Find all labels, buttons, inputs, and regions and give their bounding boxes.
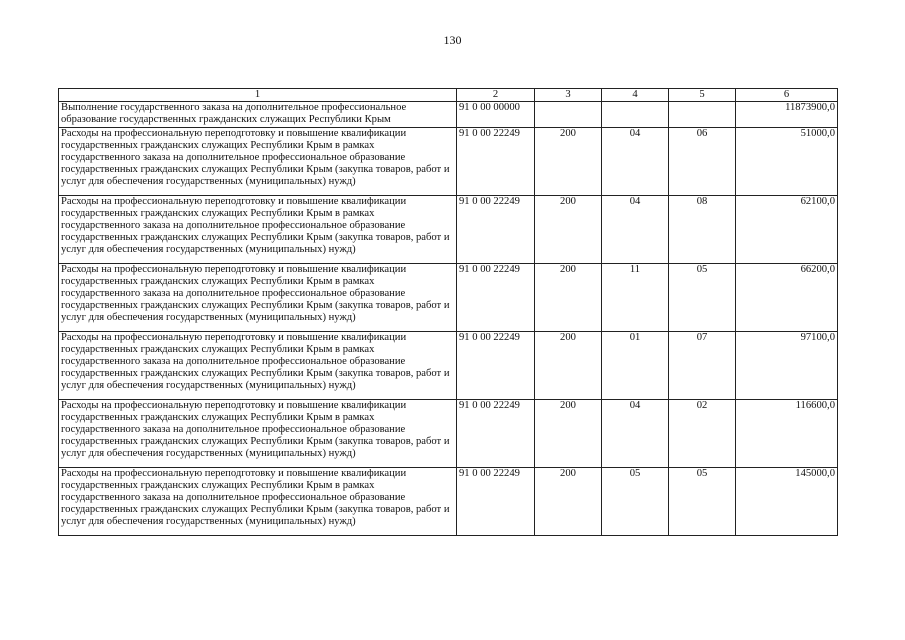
column-header: 5	[669, 89, 736, 102]
row-name: Расходы на профессиональную переподготовку и повышение квалификации государственных гражданских служащих Республики Крым в рамках государственного заказа на дополнительное профессиональное образование государственных гражданских служащих Республики Крым (закупка товаров, работ и услуг для обеспечения государственных (муниципальных) нужд)	[59, 127, 457, 195]
row-vr: 200	[535, 195, 602, 263]
row-rz	[602, 102, 669, 127]
row-rz: 01	[602, 331, 669, 399]
table-row	[59, 331, 838, 399]
row-sum: 97100,0	[736, 331, 838, 399]
row-sum: 116600,0	[736, 399, 838, 467]
row-code: 91 0 00 00000	[457, 102, 535, 127]
table-row	[59, 127, 838, 195]
row-code: 91 0 00 22249	[457, 195, 535, 263]
page-number: 130	[443, 33, 462, 47]
column-header: 2	[457, 89, 535, 102]
row-pr: 07	[669, 331, 736, 399]
row-pr: 02	[669, 399, 736, 467]
row-name: Расходы на профессиональную переподготовку и повышение квалификации государственных гражданских служащих Республики Крым в рамках государственного заказа на дополнительное профессиональное образование государственных гражданских служащих Республики Крым (закупка товаров, работ и услуг для обеспечения государственных (муниципальных) нужд)	[59, 263, 457, 331]
row-rz: 04	[602, 195, 669, 263]
row-pr	[669, 102, 736, 127]
row-code: 91 0 00 22249	[457, 467, 535, 535]
row-code: 91 0 00 22249	[457, 399, 535, 467]
row-name: Выполнение государственного заказа на дополнительное профессиональное образование государственных гражданских служащих Республики Крым	[59, 102, 457, 127]
row-rz: 05	[602, 467, 669, 535]
row-pr: 05	[669, 263, 736, 331]
row-sum: 145000,0	[736, 467, 838, 535]
table-row	[59, 399, 838, 467]
row-name: Расходы на профессиональную переподготовку и повышение квалификации государственных гражданских служащих Республики Крым в рамках государственного заказа на дополнительное профессиональное образование государственных гражданских служащих Республики Крым (закупка товаров, работ и услуг для обеспечения государственных (муниципальных) нужд)	[59, 195, 457, 263]
row-vr: 200	[535, 263, 602, 331]
row-name: Расходы на профессиональную переподготовку и повышение квалификации государственных гражданских служащих Республики Крым в рамках государственного заказа на дополнительное профессиональное образование государственных гражданских служащих Республики Крым (закупка товаров, работ и услуг для обеспечения государственных (муниципальных) нужд)	[59, 331, 457, 399]
column-header: 3	[535, 89, 602, 102]
row-name: Расходы на профессиональную переподготовку и повышение квалификации государственных гражданских служащих Республики Крым в рамках государственного заказа на дополнительное профессиональное образование государственных гражданских служащих Республики Крым (закупка товаров, работ и услуг для обеспечения государственных (муниципальных) нужд)	[59, 467, 457, 535]
column-header: 4	[602, 89, 669, 102]
row-vr	[535, 102, 602, 127]
row-code: 91 0 00 22249	[457, 331, 535, 399]
row-vr: 200	[535, 399, 602, 467]
table-row	[59, 195, 838, 263]
row-sum: 11873900,0	[736, 102, 838, 127]
row-name: Расходы на профессиональную переподготовку и повышение квалификации государственных гражданских служащих Республики Крым в рамках государственного заказа на дополнительное профессиональное образование государственных гражданских служащих Республики Крым (закупка товаров, работ и услуг для обеспечения государственных (муниципальных) нужд)	[59, 399, 457, 467]
table-header-row	[59, 89, 838, 102]
column-header: 1	[59, 89, 457, 102]
row-sum: 51000,0	[736, 127, 838, 195]
table-row	[59, 102, 838, 127]
row-pr: 05	[669, 467, 736, 535]
table-row	[59, 263, 838, 331]
row-vr: 200	[535, 331, 602, 399]
row-rz: 04	[602, 399, 669, 467]
table-row	[59, 467, 838, 535]
row-rz: 11	[602, 263, 669, 331]
row-code: 91 0 00 22249	[457, 127, 535, 195]
row-rz: 04	[602, 127, 669, 195]
row-vr: 200	[535, 127, 602, 195]
row-sum: 66200,0	[736, 263, 838, 331]
row-pr: 06	[669, 127, 736, 195]
row-sum: 62100,0	[736, 195, 838, 263]
row-code: 91 0 00 22249	[457, 263, 535, 331]
column-header: 6	[736, 89, 838, 102]
row-vr: 200	[535, 467, 602, 535]
row-pr: 08	[669, 195, 736, 263]
budget-table	[58, 88, 838, 536]
